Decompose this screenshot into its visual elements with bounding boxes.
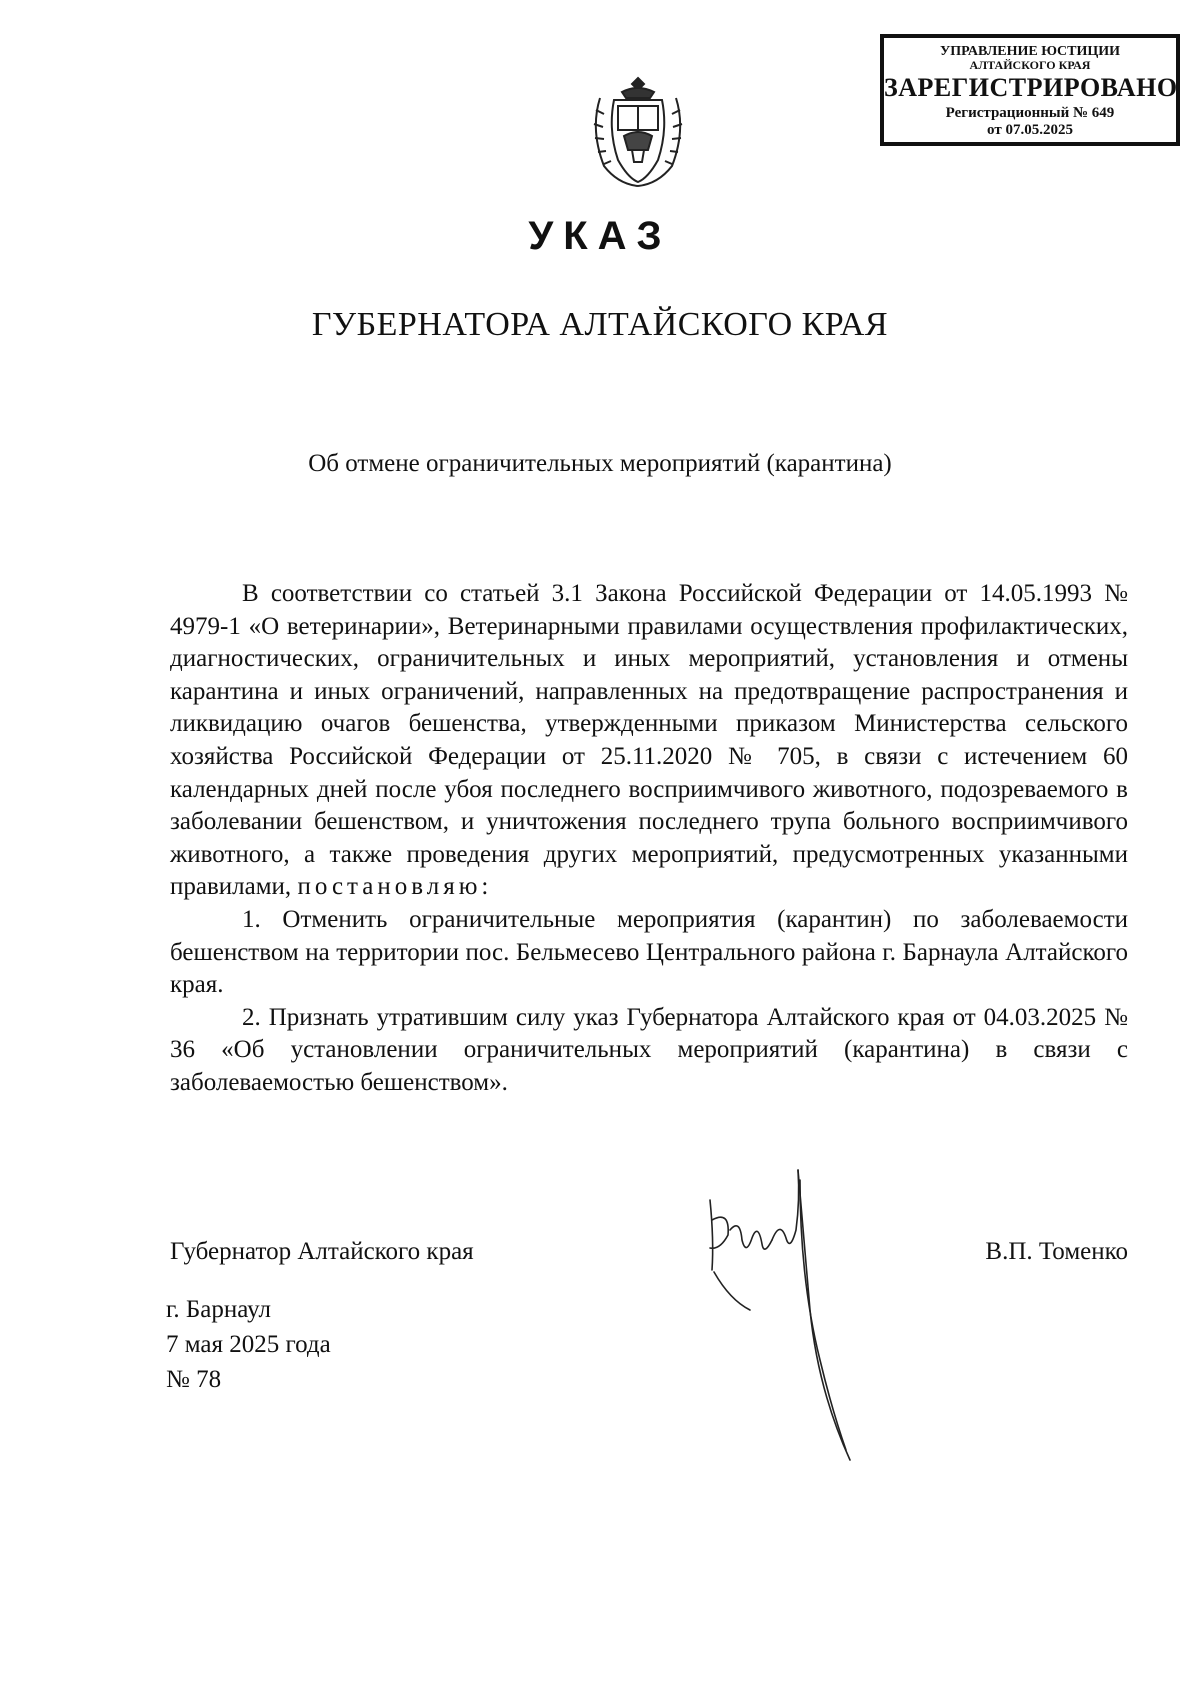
decree-number: № 78 (166, 1366, 222, 1393)
stamp-status: ЗАРЕГИСТРИРОВАНО (884, 73, 1178, 102)
issue-date: 7 мая 2025 года (166, 1331, 331, 1358)
handwritten-signature-icon (700, 1160, 900, 1470)
stamp-reg-number: Регистрационный № 649 (945, 105, 1115, 121)
document-body (170, 578, 1128, 1100)
preamble-paragraph (170, 578, 1128, 904)
registration-stamp (880, 34, 1180, 146)
signer-position: Губернатор Алтайского края (170, 1238, 474, 1265)
item-2-paragraph: 2. Признать утратившим силу указ Губернатора Алтайского края от 04.03.2025 № 36 «Об установлении ограничительных мероприятий (карантина) в связи с заболеваемостью бешенством». (170, 1003, 1128, 1096)
stamp-reg-date: от 07.05.2025 (987, 122, 1073, 138)
document-type-title: УКАЗ (528, 214, 672, 258)
document-subject: Об отмене ограничительных мероприятий (карантина) (308, 450, 892, 477)
preamble-text: В соответствии со статьей 3.1 Закона Российской Федерации от 14.05.1993 № 4979-1 «О ветеринарии», Ветеринарными правилами осуществления профилактических, диагностических, ограничительных и иных мероприятий, установления и отмены карантина и иных ограничений, направленных на предотвращение распространения и ликвидацию очагов бешенства, утвержденными приказом Министерства сельского хозяйства Российской Федерации от 25.11.2020 № 705, в связи с истечением 60 календарных дней после убоя последнего восприимчивого животного, подозреваемого в заболевании бешенством, и уничтожения последнего трупа больного восприимчивого животного, а также проведения других мероприятий, предусмотренных указанными правилами, (170, 580, 1128, 901)
signer-name: В.П. Томенко (985, 1238, 1128, 1265)
issue-place-date (166, 1292, 331, 1397)
issue-city: г. Барнаул (166, 1296, 271, 1323)
document-issuer-title: ГУБЕРНАТОРА АЛТАЙСКОГО КРАЯ (311, 306, 889, 343)
decree-word: постановляю: (297, 873, 493, 901)
stamp-org-line1: УПРАВЛЕНИЕ ЮСТИЦИИ (940, 44, 1120, 59)
item-1-paragraph: 1. Отменить ограничительные мероприятия (карантин) по заболеваемости бешенством на территории пос. Бельмесево Центрального района г. Барнаула Алтайского края. (170, 905, 1128, 999)
stamp-org-line2: АЛТАЙСКОГО КРАЯ (969, 58, 1091, 72)
coat-of-arms-icon (578, 70, 698, 190)
